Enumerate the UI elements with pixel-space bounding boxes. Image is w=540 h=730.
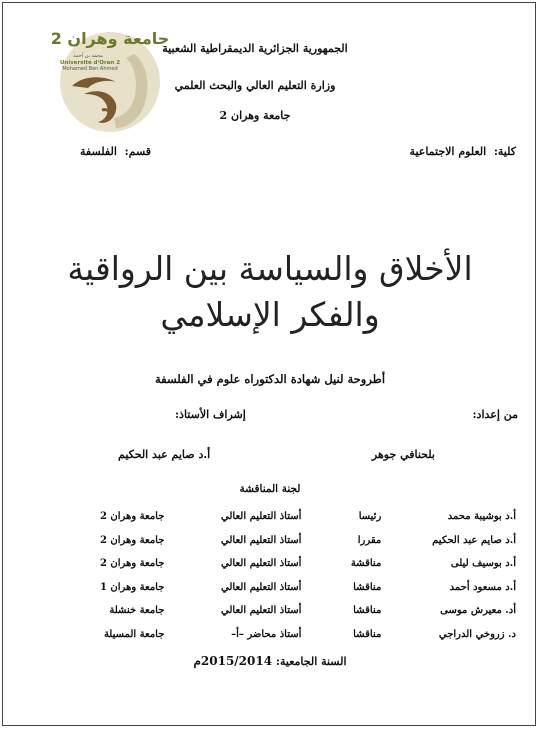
supervisor-name: أ.د صايم عبد الحكيم bbox=[118, 448, 211, 461]
committee-title: لجنة المناقشة bbox=[239, 483, 301, 495]
supervisor-label: إشراف الأستاذ: bbox=[175, 408, 246, 421]
committee-member-row bbox=[16, 552, 516, 576]
member-rank: أستاذ التعليم العالي bbox=[221, 534, 302, 546]
academic-year-label: السنة الجامعية: bbox=[275, 655, 347, 668]
member-rank: أستاذ التعليم العالي bbox=[221, 581, 302, 593]
thesis-subtitle: أطروحة لنيل شهادة الدكتوراه علوم في الفلسفة bbox=[154, 372, 386, 386]
department-value: الفلسفة bbox=[80, 145, 117, 158]
member-university: جامعة المسيلة bbox=[103, 628, 165, 640]
academic-year-value: 2015/2014م bbox=[193, 654, 273, 668]
logo-line2: Université d'Oran 2 bbox=[59, 60, 121, 66]
member-role: مناقشة bbox=[350, 558, 382, 570]
logo-line1: محمد بن أحمد bbox=[73, 53, 103, 59]
department-row bbox=[80, 145, 151, 158]
academic-year bbox=[0, 654, 540, 668]
member-name: أ.د بوسيف ليلى bbox=[450, 558, 516, 570]
member-university: جامعة وهران 2 bbox=[99, 534, 165, 546]
thesis-title-line1: الأخلاق والسياسة بين الرواقية bbox=[67, 249, 473, 288]
faculty-row bbox=[410, 145, 516, 158]
thesis-title-line2: والفكر الإسلامي bbox=[160, 295, 380, 334]
member-name: أ.د صايم عبد الحكيم bbox=[432, 534, 516, 546]
member-rank: أستاذ محاضر –أ– bbox=[231, 628, 302, 640]
member-university: جامعة وهران 1 bbox=[99, 581, 165, 593]
member-name: أ.د بوشيبة محمد bbox=[447, 511, 516, 523]
committee-member-row bbox=[16, 623, 516, 647]
committee-member-row bbox=[16, 599, 516, 623]
prepared-by-label: من إعداد: bbox=[472, 408, 518, 421]
department-label: قسم: bbox=[124, 145, 152, 158]
member-university: جامعة وهران 2 bbox=[99, 511, 165, 523]
member-rank: أستاذ التعليم العالي bbox=[221, 558, 302, 570]
faculty-value: العلوم الاجتماعية bbox=[409, 145, 487, 158]
republic-name: الجمهورية الجزائرية الديمقراطية الشعبية bbox=[162, 42, 348, 55]
committee-member-row bbox=[16, 529, 516, 553]
member-role: مناقشا bbox=[353, 581, 382, 593]
member-university: جامعة خنشلة bbox=[109, 605, 165, 617]
committee-table bbox=[16, 505, 516, 646]
member-role: رئيسا bbox=[358, 511, 382, 523]
member-role: مناقشا bbox=[353, 605, 382, 617]
member-rank: أستاذ التعليم العالي bbox=[221, 605, 302, 617]
university-name: جامعة وهران 2 bbox=[219, 109, 291, 122]
logo-arabic: جامعة وهران 2 bbox=[50, 29, 170, 48]
member-name: أد. معيرش موسى bbox=[440, 605, 516, 617]
faculty-label: كلية: bbox=[493, 145, 516, 158]
member-name: د. زروخي الدراجي bbox=[438, 628, 516, 640]
committee-member-row bbox=[16, 576, 516, 600]
member-university: جامعة وهران 2 bbox=[99, 558, 165, 570]
member-name: أ.د مسعود أحمد bbox=[449, 581, 516, 593]
member-rank: أستاذ التعليم العالي bbox=[221, 511, 302, 523]
ministry-name: وزارة التعليم العالي والبحث العلمي bbox=[174, 79, 336, 92]
university-logo bbox=[50, 24, 170, 136]
member-role: مناقشا bbox=[353, 628, 382, 640]
logo-line3: Mohamed Ben Ahmed bbox=[62, 66, 118, 72]
member-role: مقررا bbox=[357, 534, 382, 546]
committee-member-row bbox=[16, 505, 516, 529]
student-name: بلحنافي جوهر bbox=[371, 448, 435, 461]
